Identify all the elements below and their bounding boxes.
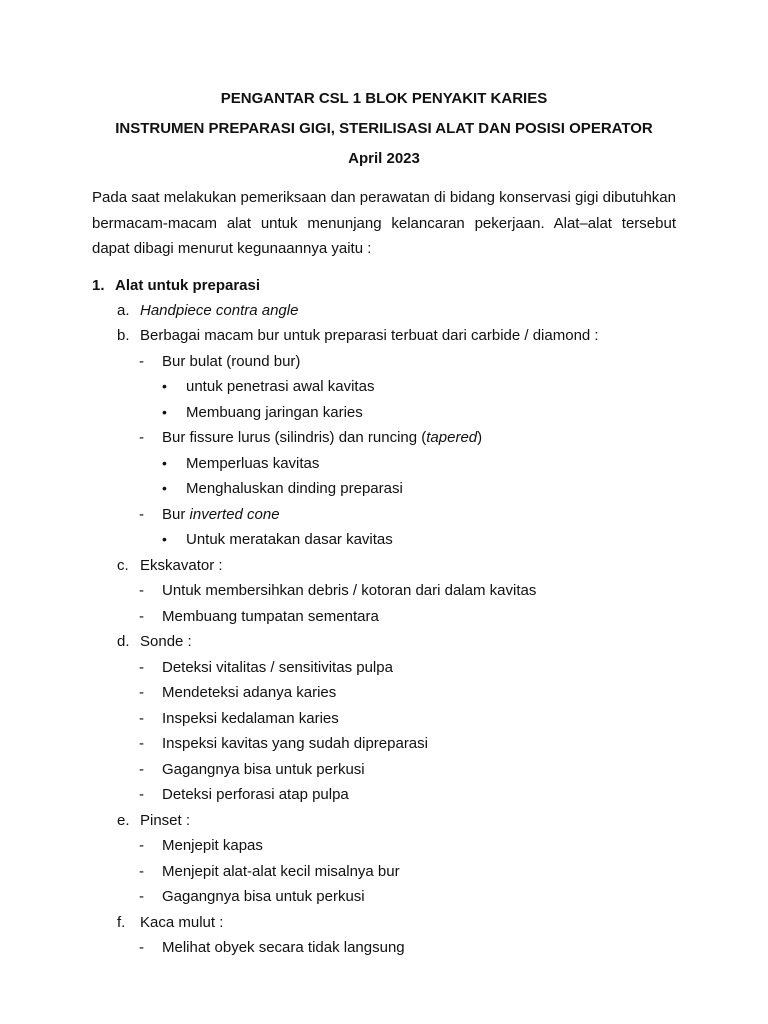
bullet-item — [92, 374, 676, 400]
list-item-text: Pinset : — [140, 811, 191, 829]
dash-marker: - — [139, 760, 144, 778]
sub-item-text: Inspeksi kavitas yang sudah dipreparasi — [162, 735, 428, 753]
bullet-text: Menghaluskan dinding preparasi — [186, 480, 403, 498]
sub-item — [92, 884, 676, 910]
section-number: 1. — [92, 276, 105, 294]
document-date: April 2023 — [348, 150, 420, 167]
sub-item-text: Gagangnya bisa untuk perkusi — [162, 760, 365, 778]
section-heading — [92, 273, 676, 298]
sub-item-text: Menjepit kapas — [162, 837, 263, 855]
dash-marker: - — [139, 658, 144, 676]
sub-item — [92, 680, 676, 706]
sub-item-text: Mendeteksi adanya karies — [162, 684, 337, 702]
list-item-f — [92, 910, 676, 936]
sub-item-text: Inspeksi kedalaman karies — [162, 709, 339, 727]
dash-marker: - — [139, 709, 144, 727]
dash-marker: - — [139, 939, 144, 957]
sub-item — [92, 833, 676, 859]
dash-marker: - — [139, 888, 144, 906]
bullet-item — [92, 400, 676, 426]
bullet-item — [92, 451, 676, 477]
sub-item — [92, 782, 676, 808]
sub-item — [92, 604, 676, 630]
dash-marker: - — [139, 837, 144, 855]
sub-item-text: Menjepit alat-alat kecil misalnya bur — [162, 862, 400, 880]
sub-item — [92, 655, 676, 681]
sub-item-inverted-cone-bur — [92, 502, 676, 528]
sub-item-fissure-bur — [92, 425, 676, 451]
sub-item-text: Membuang tumpatan sementara — [162, 607, 379, 625]
document-title-line-1: PENGANTAR CSL 1 BLOK PENYAKIT KARIES — [220, 90, 548, 107]
list-item-a — [92, 298, 676, 324]
list-marker: b. — [117, 327, 130, 345]
sub-item-text: Untuk membersihkan debris / kotoran dari dalam kavitas — [162, 582, 537, 600]
bullet-item — [92, 527, 676, 553]
bullet-text: Untuk meratakan dasar kavitas — [186, 531, 393, 549]
bullet-marker: • — [162, 403, 167, 420]
dash-marker: - — [139, 505, 144, 523]
sub-item-round-bur — [92, 349, 676, 375]
sub-item-text-part: ) — [477, 429, 483, 447]
dash-marker: - — [139, 582, 144, 600]
dash-marker: - — [139, 786, 144, 804]
sub-item-text: Deteksi vitalitas / sensitivitas pulpa — [162, 658, 393, 676]
dash-marker: - — [139, 735, 144, 753]
dash-marker: - — [139, 352, 144, 370]
list-marker: c. — [117, 556, 129, 574]
bullet-text: untuk penetrasi awal kavitas — [186, 378, 375, 396]
list-item-b — [92, 323, 676, 349]
list-item-text: Handpiece contra angle — [140, 301, 299, 319]
bullet-marker: • — [162, 480, 167, 497]
list-item-text: Berbagai macam bur untuk preparasi terbuat dari carbide / diamond : — [140, 327, 599, 345]
bullet-marker: • — [162, 454, 167, 471]
sub-item-text: Melihat obyek secara tidak langsung — [162, 939, 405, 957]
sub-item-text: Gagangnya bisa untuk perkusi — [162, 888, 365, 906]
list-item-e — [92, 808, 676, 834]
dash-marker: - — [139, 607, 144, 625]
list-item-d — [92, 629, 676, 655]
bullet-item — [92, 476, 676, 502]
sub-item-text-part: Bur fissure lurus (silindris) dan runcing ( — [162, 429, 427, 447]
dash-marker: - — [139, 684, 144, 702]
sub-item-text — [162, 502, 280, 527]
list-item-c — [92, 553, 676, 579]
bullet-marker: • — [162, 531, 167, 548]
list-item-text: Kaca mulut : — [140, 913, 224, 931]
sub-item — [92, 731, 676, 757]
sub-item-text-italic: inverted cone — [189, 505, 280, 523]
sub-item-text-part: Bur — [162, 505, 190, 523]
bullet-marker: • — [162, 378, 167, 395]
list-marker: f. — [117, 913, 126, 931]
sub-item-text-italic: tapered — [426, 429, 478, 447]
sub-item — [92, 859, 676, 885]
document-title-line-2: INSTRUMEN PREPARASI GIGI, STERILISASI ALAT DAN POSISI OPERATOR — [115, 120, 653, 137]
bullet-text: Membuang jaringan karies — [186, 403, 363, 421]
section-title: Alat untuk preparasi — [115, 276, 261, 294]
sub-item — [92, 578, 676, 604]
sub-item — [92, 935, 676, 961]
list-marker: d. — [117, 633, 130, 651]
sub-item — [92, 757, 676, 783]
bullet-text: Memperluas kavitas — [186, 454, 320, 472]
sub-item-text: Bur bulat (round bur) — [162, 352, 301, 370]
dash-marker: - — [139, 429, 144, 447]
list-item-text: Ekskavator : — [140, 556, 223, 574]
dash-marker: - — [139, 862, 144, 880]
sub-item-text — [162, 425, 482, 450]
sub-item-text: Deteksi perforasi atap pulpa — [162, 786, 349, 804]
list-marker: a. — [117, 301, 130, 319]
list-item-text: Sonde : — [140, 633, 192, 651]
list-marker: e. — [117, 811, 130, 829]
sub-item — [92, 706, 676, 732]
intro-paragraph: Pada saat melakukan pemeriksaan dan perawatan di bidang konservasi gigi dibutuhkan bermacam-macam alat untuk menunjang kelancaran pekerjaan. Alat–alat tersebut dapat dibagi menurut kegunaannya yaitu : — [92, 189, 676, 257]
